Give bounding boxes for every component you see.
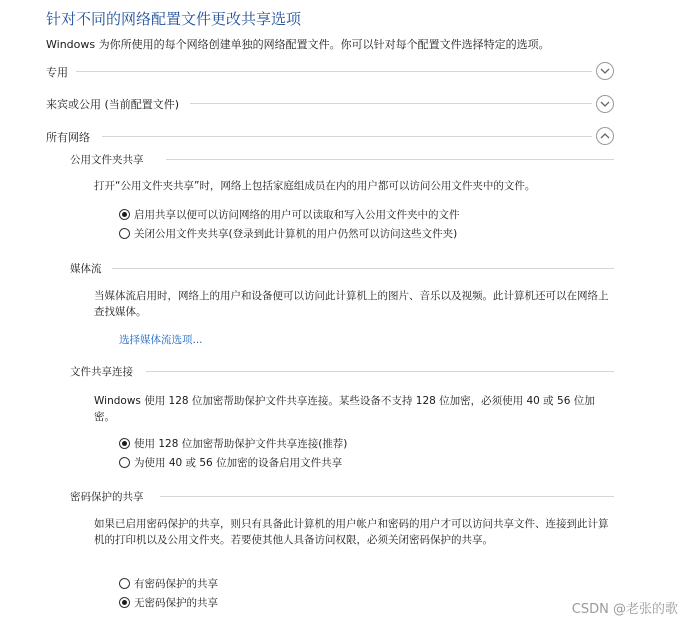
public-folder-disable-option[interactable]: 关闭公用文件夹共享(登录到此计算机的用户仍然可以访问这些文件夹) [119, 226, 457, 241]
public-folder-enable-option[interactable]: 启用共享以便可以访问网络的用户可以读取和写入公用文件夹中的文件 [119, 207, 460, 222]
media-options-link[interactable]: 选择媒体流选项... [119, 334, 203, 346]
radio-unselected[interactable] [119, 578, 130, 589]
radio-selected[interactable] [119, 438, 130, 449]
divider [190, 103, 592, 104]
password-description: 如果已启用密码保护的共享，则只有具备此计算机的用户帐户和密码的用户才可以访问共享文件、连接到此计算机的打印机以及公用文件夹。若要使其他人具备访问权限，必须关闭密码保护的共享。 [94, 518, 609, 546]
radio-selected[interactable] [119, 209, 130, 220]
divider [166, 159, 614, 160]
divider [160, 496, 614, 497]
page-title: 针对不同的网络配置文件更改共享选项 [46, 10, 302, 28]
radio-unselected[interactable] [119, 228, 130, 239]
divider [112, 268, 614, 269]
radio-selected[interactable] [119, 597, 130, 608]
file-sharing-description: Windows 使用 128 位加密帮助保护文件共享连接。某些设备不支持 128 位加密，必须使用 40 或 56 位加密。 [94, 395, 595, 423]
page-description: Windows 为你所使用的每个网络创建单独的网络配置文件。你可以针对每个配置文件选择特定的选项。 [46, 38, 550, 51]
watermark: CSDN @老张的歌 [571, 602, 678, 617]
radio-unselected[interactable] [119, 457, 130, 468]
chevron-down-icon[interactable] [596, 62, 614, 80]
profile-guest-public-label[interactable]: 来宾或公用 (当前配置文件) [46, 98, 180, 111]
password-off-option[interactable]: 无密码保护的共享 [119, 595, 218, 610]
divider [76, 71, 592, 72]
chevron-up-icon[interactable] [596, 127, 614, 145]
media-description: 当媒体流启用时，网络上的用户和设备便可以访问此计算机上的图片、音乐以及视频。此计算机还可以在网络上查找媒体。 [94, 290, 609, 318]
encryption-40-56-option[interactable]: 为使用 40 或 56 位加密的设备启用文件共享 [119, 455, 342, 470]
file-sharing-heading: 文件共享连接 [70, 366, 133, 378]
public-folder-heading: 公用文件夹共享 [70, 154, 144, 166]
encryption-128-option[interactable]: 使用 128 位加密帮助保护文件共享连接(推荐) [119, 436, 347, 451]
public-folder-description: 打开“公用文件夹共享”时，网络上包括家庭组成员在内的用户都可以访问公用文件夹中的文件。 [94, 180, 536, 192]
password-on-option[interactable]: 有密码保护的共享 [119, 576, 218, 591]
media-heading: 媒体流 [70, 263, 102, 275]
chevron-down-icon[interactable] [596, 95, 614, 113]
divider [102, 136, 592, 137]
divider [146, 371, 614, 372]
profile-all-networks-label[interactable]: 所有网络 [46, 131, 90, 144]
password-heading: 密码保护的共享 [70, 491, 144, 503]
profile-private-label[interactable]: 专用 [46, 66, 68, 79]
